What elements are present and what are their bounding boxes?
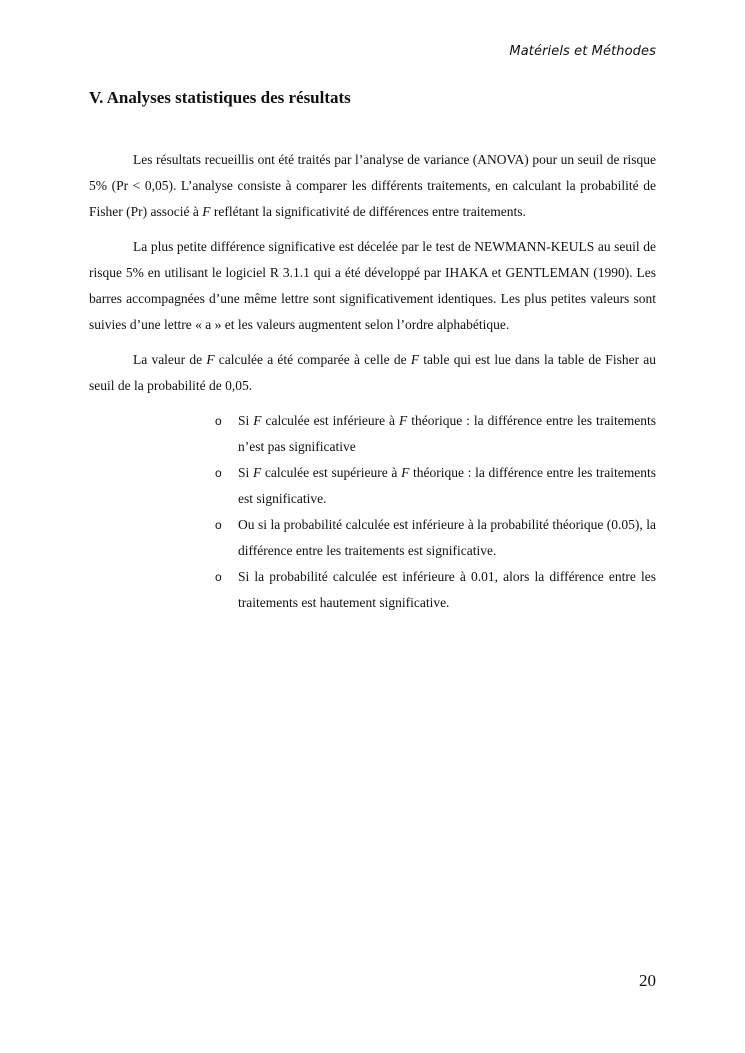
bullet-circle-icon: o (215, 414, 222, 428)
bullet-circle-icon: o (215, 466, 222, 480)
bullet-circle-icon: o (215, 518, 222, 532)
paragraph-anova (89, 147, 656, 225)
italic-f: F (410, 352, 420, 367)
list-item (215, 564, 656, 616)
italic-f: F (253, 413, 262, 428)
list-item-text-3: théorique : la différence entre les traitements est significative. (238, 465, 656, 506)
italic-f: F (401, 465, 410, 480)
list-item-text-2: calculée est inférieure à (261, 413, 400, 428)
list-item (215, 512, 656, 564)
italic-f: F (206, 352, 215, 367)
list-item-text: Ou si la probabilité calculée est inférieure à la probabilité théorique (0.05), la différence entre les traitements est significative. (238, 517, 656, 558)
document-body (89, 147, 656, 616)
italic-f: F (252, 465, 262, 480)
italic-f: F (399, 413, 408, 428)
decision-rules-list (89, 408, 656, 616)
paragraph-anova-text-2: reflétant la significativité de différences entre traitements. (210, 204, 526, 219)
running-header: Matériels et Méthodes (509, 44, 656, 59)
section-title: V. Analyses statistiques des résultats (89, 88, 351, 107)
paragraph-newmann-keuls: La plus petite différence significative est décelée par le test de NEWMANN-KEULS au seuil de risque 5% en utilisant le logiciel R 3.1.1 qui a été développé par IHAKA et GENTLEMAN (1990). Les barres accompagnées d’une même lettre sont significativement identiques. Les plus petites valeurs sont suivies d’une lettre « a » et les valeurs augmentent selon l’ordre alphabétique. (89, 239, 656, 332)
list-item-text: Si la probabilité calculée est inférieure à 0.01, alors la différence entre les traitements est hautement significative. (238, 569, 656, 610)
list-item (215, 408, 656, 460)
list-item-text-3: théorique : la différence entre les traitements n’est pas significative (238, 413, 656, 454)
paragraph-f-value-text-1: La valeur de (133, 352, 207, 367)
bullet-circle-icon: o (215, 570, 222, 584)
paragraph-anova-text-1: Les résultats recueillis ont été traités par l’analyse de variance (ANOVA) pour un seuil de risque 5% (Pr < 0,05). L’analyse consiste à comparer les différents traitements, en calculant la probabilité de Fisher (Pr) associé à (89, 152, 656, 219)
paragraph-f-value-text-3: table qui est lue dans la table de Fisher au seuil de la probabilité de 0,05. (89, 352, 657, 393)
italic-f: F (202, 204, 211, 219)
list-item-text-1: Si (238, 413, 254, 428)
list-item-text-1: Si (238, 465, 253, 480)
paragraph-f-value (89, 347, 656, 399)
page-number: 20 (639, 971, 656, 990)
list-item-text-2: calculée est supérieure à (261, 465, 402, 480)
paragraph-f-value-text-2: calculée a été comparée à celle de (214, 352, 411, 367)
list-item (215, 460, 656, 512)
